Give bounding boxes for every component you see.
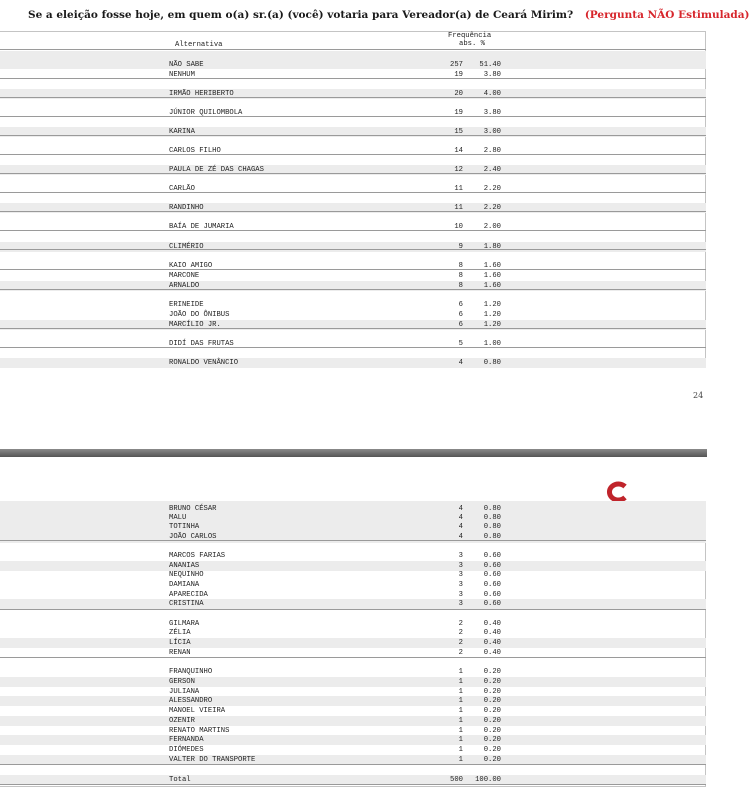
abs-count: 3: [458, 571, 463, 579]
table-row: [0, 580, 706, 590]
candidate-name: KARINA: [169, 128, 195, 136]
table-row: [0, 599, 706, 609]
table-row: [0, 261, 706, 271]
candidate-name: MANOEL VIEIRA: [169, 707, 226, 715]
abs-count: 4: [458, 505, 463, 513]
percentage: 1.60: [483, 282, 501, 290]
table-row: [0, 281, 706, 291]
candidate-name: MARCONE: [169, 272, 200, 280]
candidate-name: NÃO SABE: [169, 61, 204, 69]
percentage: 2.20: [483, 204, 501, 212]
frequency-table-page-1: [0, 31, 706, 368]
candidate-name: ALESSANDRO: [169, 697, 213, 705]
table-row: [0, 339, 706, 349]
table-row: [0, 146, 706, 156]
candidate-name: LÍCIA: [169, 639, 191, 647]
table-row: [0, 184, 706, 194]
abs-count: 3: [458, 581, 463, 589]
candidate-name: MARCOS FARIAS: [169, 552, 226, 560]
table-row: [0, 203, 706, 213]
percentage: 0.60: [483, 591, 501, 599]
abs-count: 4: [458, 514, 463, 522]
percentage: 0.20: [483, 678, 501, 686]
abs-count: 9: [458, 243, 463, 251]
table-row: [0, 60, 706, 70]
candidate-name: MARCÍLIO JR.: [169, 321, 221, 329]
percentage: 1.20: [483, 311, 501, 319]
group-rule: [0, 609, 706, 610]
candidate-name: GERSON: [169, 678, 195, 686]
percentage: 0.80: [483, 523, 501, 531]
question-heading: [28, 9, 750, 21]
table-row: [0, 745, 706, 755]
table-row: [0, 551, 706, 561]
abs-count: 500: [450, 776, 463, 784]
abs-count: 6: [458, 301, 463, 309]
candidate-name: TOTINHA: [169, 523, 200, 531]
table-row: [0, 677, 706, 687]
candidate-name: RANDINHO: [169, 204, 204, 212]
candidate-name: GILMARA: [169, 620, 200, 628]
percentage: 0.60: [483, 571, 501, 579]
table-row: [0, 755, 706, 765]
abs-count: 19: [454, 109, 463, 117]
table-row: [0, 532, 706, 542]
percentage: 0.40: [483, 649, 501, 657]
candidate-name: NENHUM: [169, 71, 195, 79]
abs-count: 14: [454, 147, 463, 155]
abs-count: 1: [458, 668, 463, 676]
abs-count: 1: [458, 717, 463, 725]
table-row: [0, 310, 706, 320]
abs-count: 3: [458, 591, 463, 599]
candidate-name: Total: [169, 776, 191, 784]
percentage: 0.20: [483, 717, 501, 725]
candidate-name: RONALDO VENÂNCIO: [169, 359, 239, 367]
table-row: [0, 358, 706, 368]
candidate-name: BRUNO CÉSAR: [169, 505, 217, 513]
table-row: [0, 165, 706, 175]
percentage: 0.20: [483, 707, 501, 715]
candidate-name: CRISTINA: [169, 600, 204, 608]
table-row: [0, 108, 706, 118]
percentage: 1.20: [483, 321, 501, 329]
table-row: [0, 696, 706, 706]
abs-count: 6: [458, 321, 463, 329]
percentage: 0.60: [483, 581, 501, 589]
total-row: [0, 775, 706, 785]
percentage: 4.00: [483, 90, 501, 98]
candidate-name: DIDÍ DAS FRUTAS: [169, 340, 234, 348]
percentage: 2.80: [483, 147, 501, 155]
percentage: 0.20: [483, 756, 501, 764]
candidate-name: FERNANDA: [169, 736, 204, 744]
abs-count: 11: [454, 204, 463, 212]
abs-count: 1: [458, 688, 463, 696]
candidate-name: PAULA DE ZÉ DAS CHAGAS: [169, 166, 264, 174]
percentage: 3.80: [483, 71, 501, 79]
table-row: [0, 271, 706, 281]
abs-count: 8: [458, 262, 463, 270]
abs-count: 11: [454, 185, 463, 193]
abs-count: 1: [458, 727, 463, 735]
percentage: 0.20: [483, 746, 501, 754]
page-number: 24: [693, 391, 704, 400]
percentage: 0.20: [483, 697, 501, 705]
table-row: [0, 667, 706, 677]
percentage: 0.60: [483, 562, 501, 570]
percentage: 0.80: [483, 514, 501, 522]
column-header-abs-pct: abs. %: [459, 40, 485, 48]
percentage: 0.80: [483, 533, 501, 541]
table-row: [0, 706, 706, 716]
table-row: [0, 242, 706, 252]
candidate-name: OZENIR: [169, 717, 195, 725]
abs-count: 2: [458, 649, 463, 657]
percentage: 1.60: [483, 272, 501, 280]
table-row: [0, 648, 706, 658]
frequency-table-page-2: [0, 501, 706, 787]
percentage: 0.40: [483, 620, 501, 628]
abs-count: 19: [454, 71, 463, 79]
column-header-frequency: Frequência: [448, 32, 492, 40]
candidate-name: CLIMÉRIO: [169, 243, 204, 251]
percentage: 1.20: [483, 301, 501, 309]
candidate-name: DAMIANA: [169, 581, 200, 589]
question-type-tag: (Pergunta NÃO Estimulada): [584, 9, 750, 21]
candidate-name: RENATO MARTINS: [169, 727, 230, 735]
abs-count: 2: [458, 639, 463, 647]
percentage: 0.20: [483, 736, 501, 744]
candidate-name: ARNALDO: [169, 282, 200, 290]
abs-count: 20: [454, 90, 463, 98]
table-row: [0, 320, 706, 330]
candidate-name: IRMÃO HERIBERTO: [169, 90, 234, 98]
abs-count: 1: [458, 707, 463, 715]
abs-count: 6: [458, 311, 463, 319]
candidate-name: NEQUINHO: [169, 571, 204, 579]
abs-count: 1: [458, 736, 463, 744]
percentage: 0.80: [483, 505, 501, 513]
candidate-name: RENAN: [169, 649, 191, 657]
abs-count: 1: [458, 697, 463, 705]
question-text: Se a eleição fosse hoje, em quem o(a) sr.(a) (você) votaria para Vereador(a) de Ceará Mirim?: [28, 9, 574, 21]
table-row: [0, 570, 706, 580]
column-header-alternative: Alternativa: [175, 41, 223, 49]
abs-count: 3: [458, 552, 463, 560]
table-row: [0, 628, 706, 638]
page-divider: [0, 449, 707, 457]
header-rule: [0, 49, 706, 50]
percentage: 1.00: [483, 340, 501, 348]
percentage: 51.40: [479, 61, 501, 69]
candidate-name: ERINEIDE: [169, 301, 204, 309]
table-row: [0, 638, 706, 648]
candidate-name: KAIO AMIGO: [169, 262, 213, 270]
abs-count: 10: [454, 223, 463, 231]
abs-count: 12: [454, 166, 463, 174]
candidate-name: CARLÃO: [169, 185, 195, 193]
table-row: [0, 222, 706, 232]
abs-count: 2: [458, 629, 463, 637]
abs-count: 3: [458, 562, 463, 570]
candidate-name: ANANIAS: [169, 562, 200, 570]
logo-c-icon: [604, 482, 630, 502]
table-row: [0, 127, 706, 137]
percentage: 0.60: [483, 552, 501, 560]
abs-count: 1: [458, 756, 463, 764]
abs-count: 4: [458, 523, 463, 531]
percentage: 0.20: [483, 727, 501, 735]
abs-count: 257: [450, 61, 463, 69]
abs-count: 4: [458, 359, 463, 367]
table-row: [0, 70, 706, 80]
candidate-name: DIÓMEDES: [169, 746, 204, 754]
percentage: 0.40: [483, 629, 501, 637]
percentage: 0.40: [483, 639, 501, 647]
candidate-name: BAÍA DE JUMARIA: [169, 223, 234, 231]
candidate-name: JÚNIOR QUILOMBOLA: [169, 109, 243, 117]
candidate-name: MALU: [169, 514, 187, 522]
candidate-name: JULIANA: [169, 688, 200, 696]
abs-count: 15: [454, 128, 463, 136]
candidate-name: ZÉLIA: [169, 629, 191, 637]
percentage: 1.60: [483, 262, 501, 270]
percentage: 2.20: [483, 185, 501, 193]
table-row: [0, 735, 706, 745]
candidate-name: JOÃO CARLOS: [169, 533, 217, 541]
percentage: 0.20: [483, 668, 501, 676]
candidate-name: CARLOS FILHO: [169, 147, 221, 155]
abs-count: 1: [458, 746, 463, 754]
abs-count: 8: [458, 282, 463, 290]
percentage: 0.80: [483, 359, 501, 367]
abs-count: 5: [458, 340, 463, 348]
table-row: [0, 89, 706, 99]
abs-count: 1: [458, 678, 463, 686]
table-row: [0, 716, 706, 726]
abs-count: 2: [458, 620, 463, 628]
percentage: 100.00: [475, 776, 501, 784]
percentage: 2.00: [483, 223, 501, 231]
table-row: [0, 522, 706, 532]
abs-count: 8: [458, 272, 463, 280]
candidate-name: JOÃO DO ÔNIBUS: [169, 311, 230, 319]
candidate-name: VALTER DO TRANSPORTE: [169, 756, 256, 764]
abs-count: 4: [458, 533, 463, 541]
candidate-name: FRANQUINHO: [169, 668, 213, 676]
percentage: 0.60: [483, 600, 501, 608]
table-row: [0, 300, 706, 310]
percentage: 1.80: [483, 243, 501, 251]
candidate-name: APARECIDA: [169, 591, 208, 599]
percentage: 3.80: [483, 109, 501, 117]
abs-count: 3: [458, 600, 463, 608]
percentage: 2.40: [483, 166, 501, 174]
percentage: 0.20: [483, 688, 501, 696]
percentage: 3.00: [483, 128, 501, 136]
